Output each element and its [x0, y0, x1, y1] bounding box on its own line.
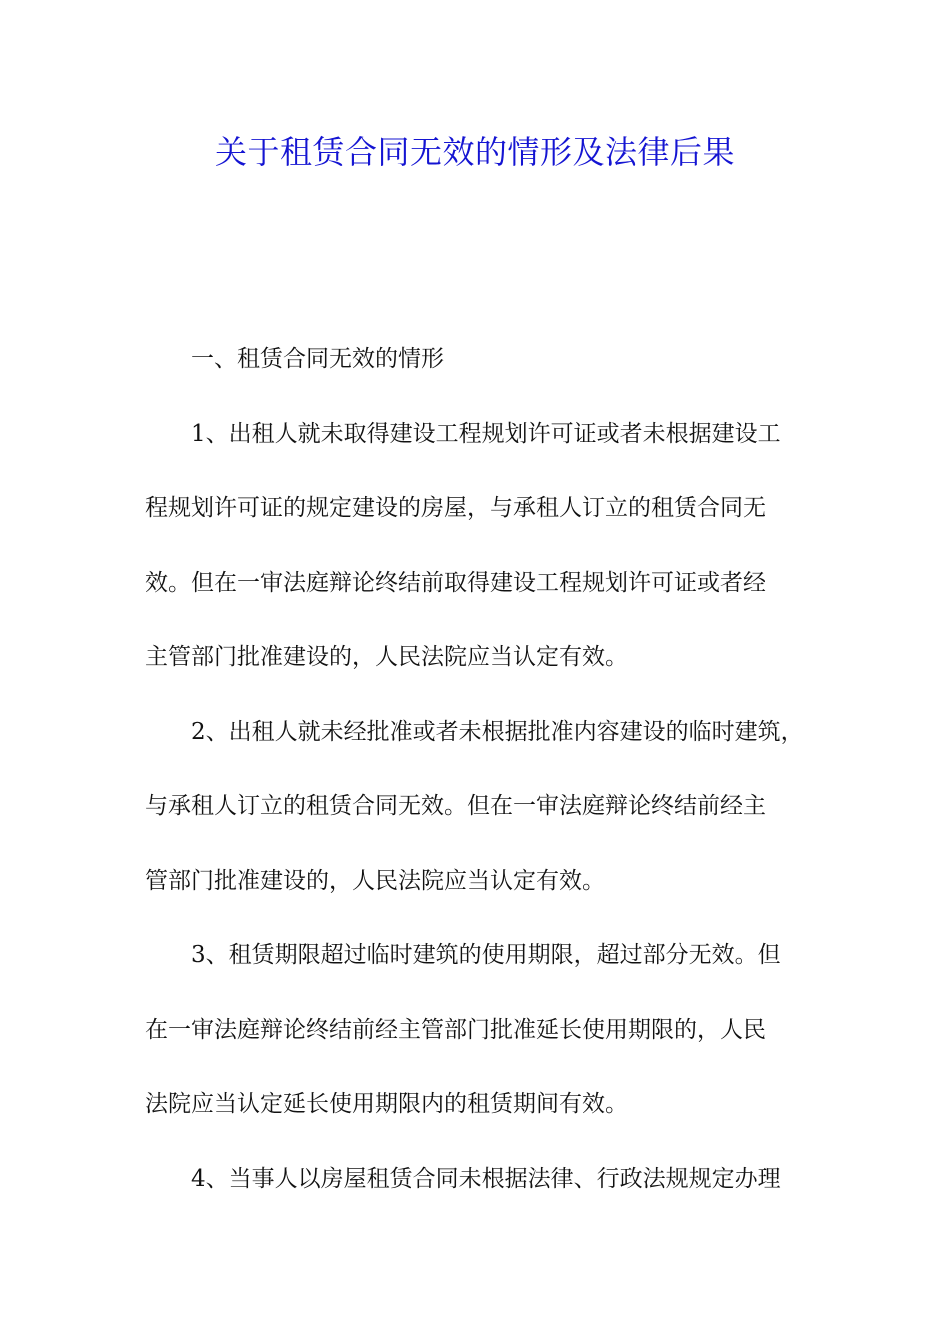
paragraph-line: 与承租人订立的租赁合同无效。但在一审法庭辩论终结前经主	[145, 793, 766, 819]
paragraph-line: 程规划许可证的规定建设的房屋，与承租人订立的租赁合同无	[145, 495, 766, 521]
paragraph-line: 1、出租人就未取得建设工程规划许可证或者未根据建设工	[191, 420, 781, 447]
paragraph-line: 3、租赁期限超过临时建筑的使用期限，超过部分无效。但	[191, 942, 781, 968]
paragraph-2	[145, 709, 825, 933]
paragraph-line: 效。但在一审法庭辩论终结前取得建设工程规划许可证或者经	[145, 569, 766, 596]
document-title: 关于租赁合同无效的情形及法律后果	[214, 133, 735, 171]
paragraph-line: 在一审法庭辩论终结前经主管部门批准延长使用期限的，人民	[145, 1016, 766, 1043]
paragraph-line: 4、当事人以房屋租赁合同未根据法律、行政法规规定办理	[191, 1165, 781, 1192]
section-heading: 一、租赁合同无效的情形	[191, 346, 444, 372]
paragraph-line: 主管部门批准建设的，人民法院应当认定有效。	[145, 644, 628, 670]
paragraph-4	[145, 1156, 825, 1231]
paragraph-line: 法院应当认定延长使用期限内的租赁期间有效。	[145, 1091, 628, 1117]
paragraph-3	[145, 932, 825, 1156]
paragraph-line: 2、出租人就未经批准或者未根据批准内容建设的临时建筑，	[191, 718, 804, 745]
document-body	[145, 336, 825, 1230]
paragraph-1	[145, 411, 825, 709]
paragraph-line: 管部门批准建设的，人民法院应当认定有效。	[145, 867, 605, 894]
